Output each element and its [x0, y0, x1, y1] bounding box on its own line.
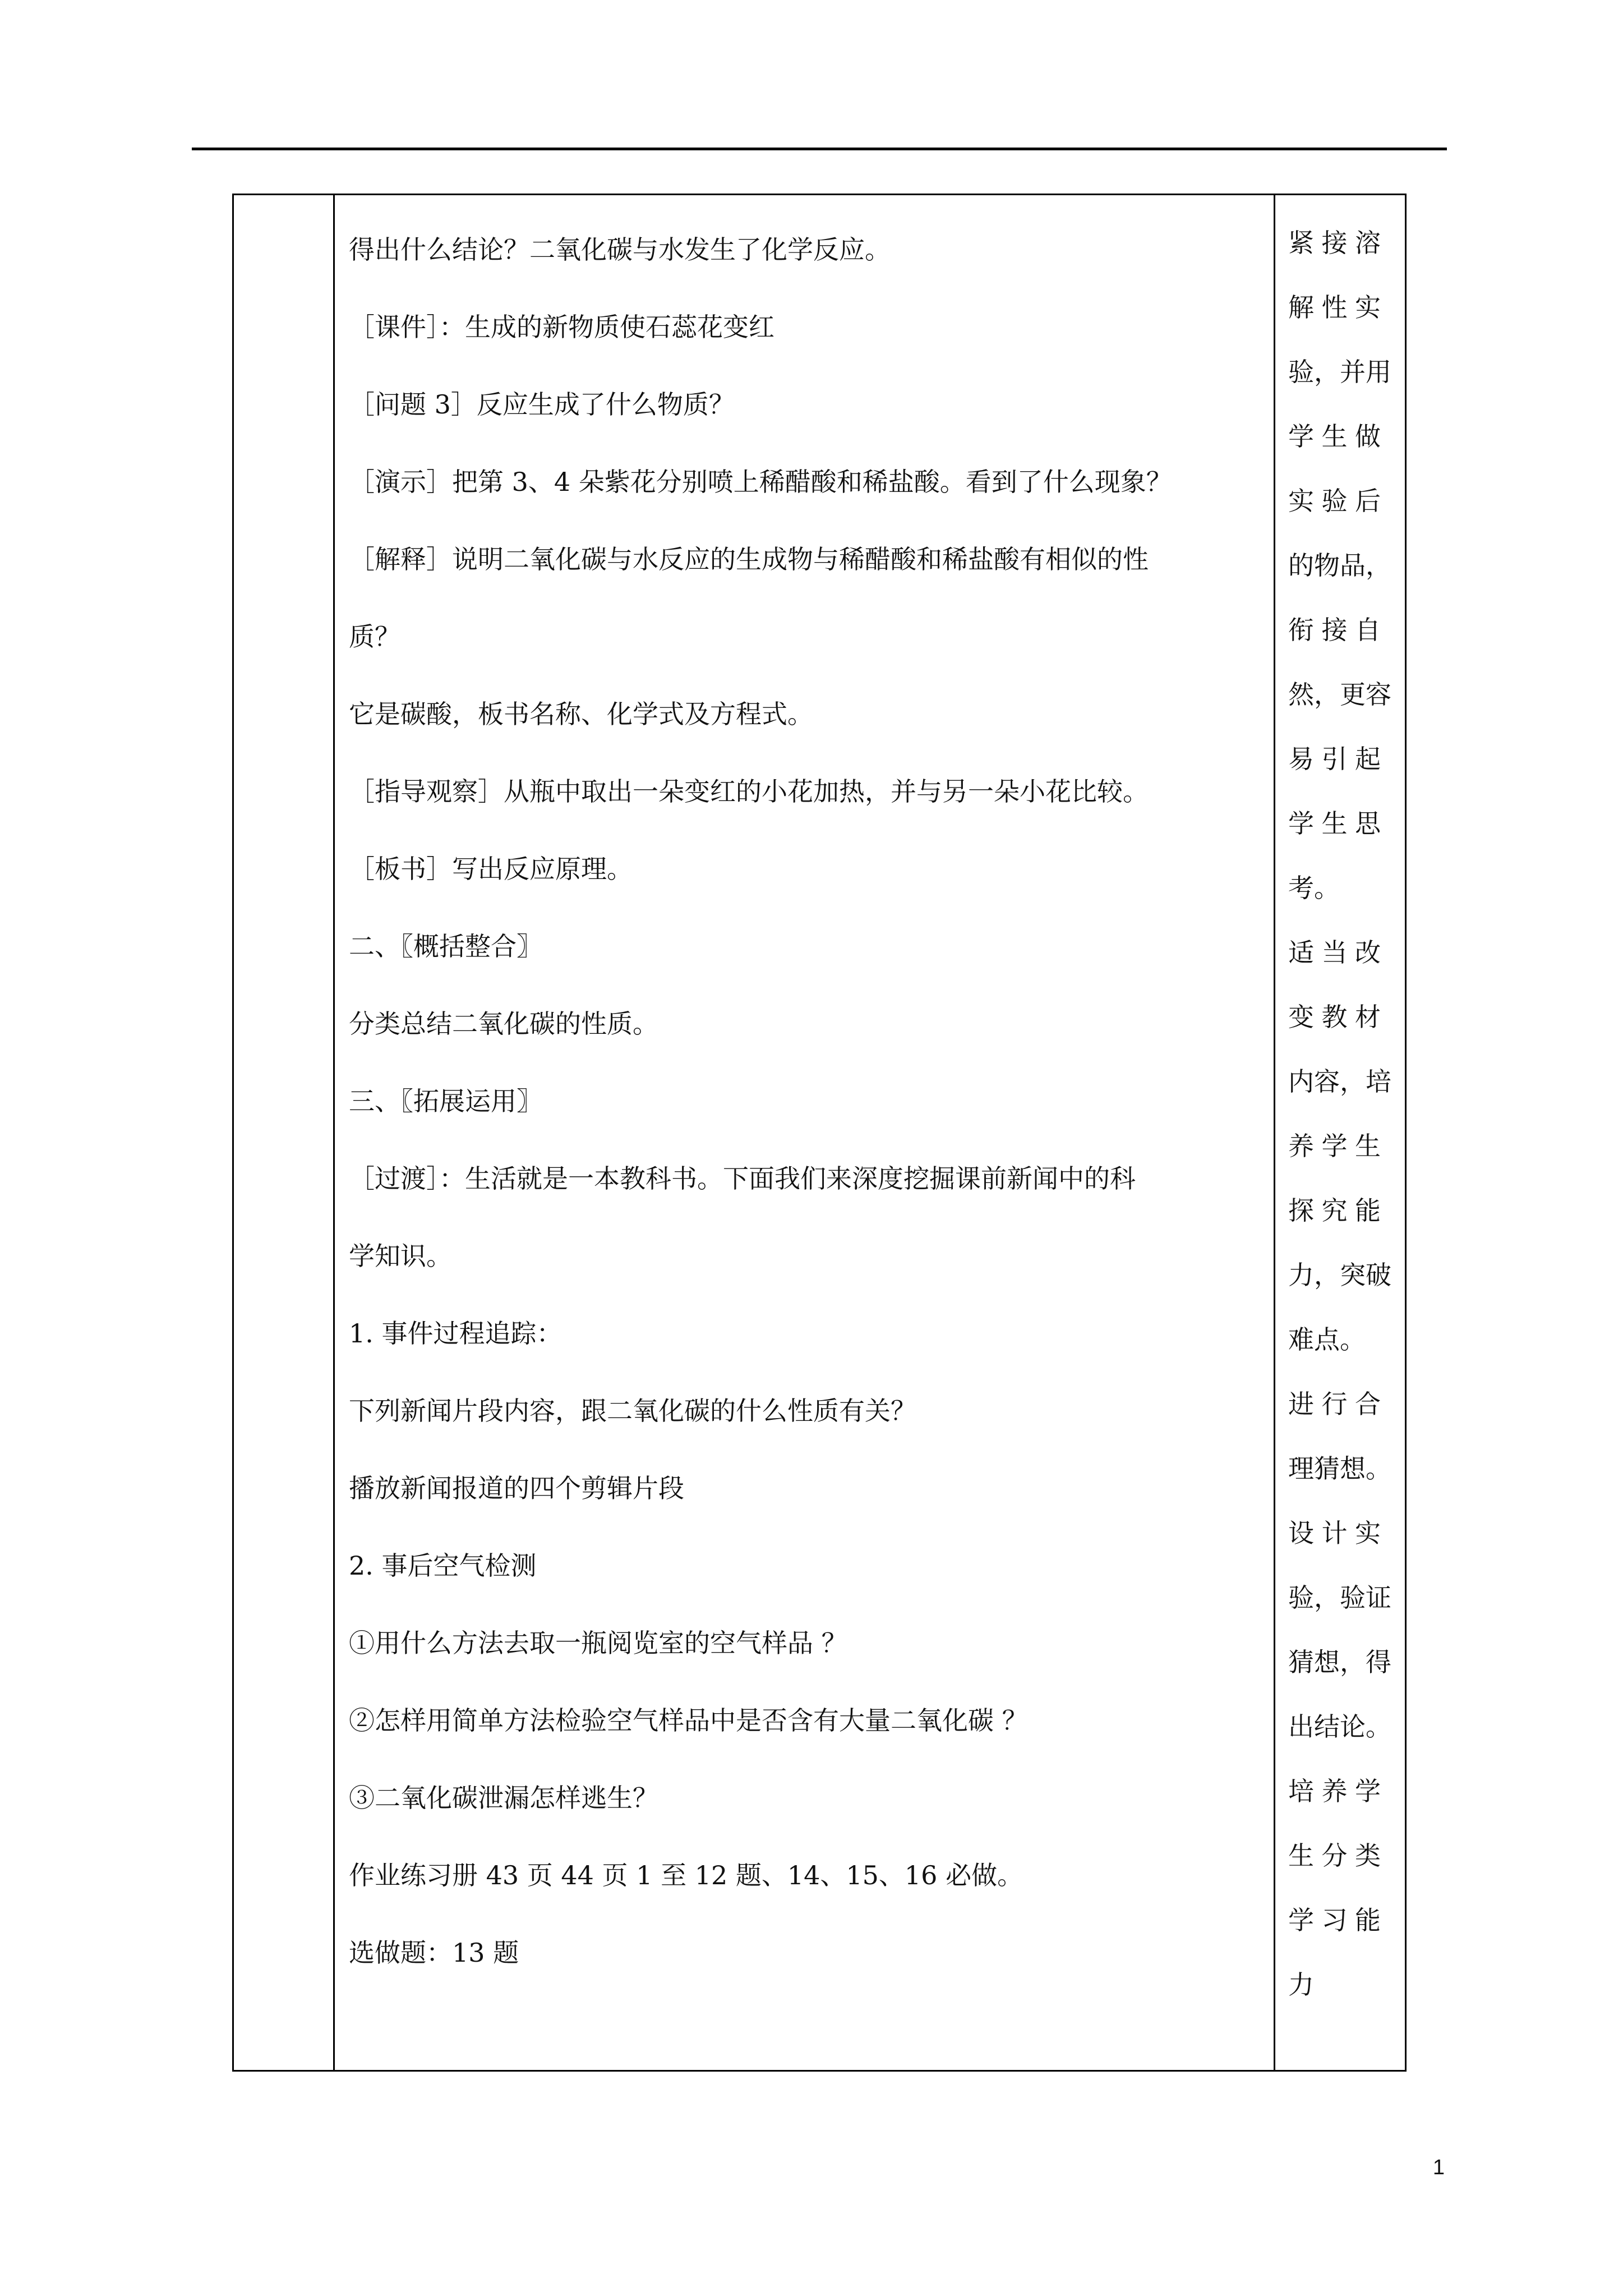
main-text-line: 三、〖拓展运用〗	[349, 1086, 542, 1116]
note-text-line: 内容，培	[1288, 1066, 1391, 1097]
note-text-line: 衔 接 自	[1288, 615, 1381, 645]
main-text-line: 下列新闻片段内容，跟二氧化碳的什么性质有关？	[349, 1396, 916, 1426]
main-text-line: 2. 事后空气检测	[349, 1550, 537, 1581]
note-text-line: 生 分 类	[1288, 1841, 1381, 1871]
teaching-process-column	[349, 195, 1256, 2070]
note-text-line: 力，突破	[1288, 1260, 1391, 1290]
note-text-line: 适 当 改	[1288, 937, 1381, 968]
main-text-line: ②怎样用简单方法检验空气样品中是否含有大量二氧化碳 ？	[349, 1705, 1028, 1736]
note-text-line: 验，验证	[1288, 1582, 1391, 1613]
lesson-table	[232, 194, 1407, 2072]
main-text-line: 1. 事件过程追踪：	[349, 1318, 562, 1349]
note-text-line: 理猜想。	[1288, 1453, 1391, 1484]
note-text-line: 养 学 生	[1288, 1131, 1381, 1161]
main-text-line: ［板书］写出反应原理。	[349, 854, 633, 884]
note-text-line: 学 生 思	[1288, 808, 1381, 839]
main-text-line: 播放新闻报道的四个剪辑片段	[349, 1473, 684, 1503]
column-divider-left	[333, 195, 335, 2070]
note-text-line: 力	[1288, 1970, 1314, 2000]
main-text-line: ［课件］：生成的新物质使石蕊花变红	[349, 312, 774, 342]
note-text-line: 学 生 做	[1288, 421, 1381, 452]
main-text-line: 它是碳酸，板书名称、化学式及方程式。	[349, 699, 813, 729]
main-text-line: 学知识。	[349, 1241, 452, 1271]
note-text-line: 出结论。	[1288, 1711, 1391, 1742]
page-number: 1	[1432, 2156, 1445, 2179]
main-text-line: 得出什么结论？二氧化碳与水发生了化学反应。	[349, 234, 891, 265]
note-text-line: 的物品，	[1288, 550, 1391, 581]
note-text-line: 培 养 学	[1288, 1776, 1381, 1806]
note-text-line: 验，并用	[1288, 357, 1391, 387]
note-text-line: 紧 接 溶	[1288, 228, 1381, 258]
main-text-line: 质？	[349, 622, 400, 652]
note-text-line: 探 究 能	[1288, 1195, 1381, 1226]
main-text-line: ［过渡］：生活就是一本教科书。下面我们来深度挖掘课前新闻中的科	[349, 1163, 1136, 1194]
note-text-line: 实 验 后	[1288, 486, 1381, 516]
note-text-line: 变 教 材	[1288, 1002, 1381, 1032]
note-text-line: 解 性 实	[1288, 292, 1381, 323]
main-text-line: ［问题 3］反应生成了什么物质？	[349, 389, 735, 420]
note-text-line: 进 行 合	[1288, 1389, 1381, 1419]
note-text-line: 考。	[1288, 873, 1340, 903]
note-text-line: 易 引 起	[1288, 744, 1381, 774]
main-text-line: ［指导观察］从瓶中取出一朵变红的小花加热，并与另一朵小花比较。	[349, 776, 1149, 807]
column-divider-right	[1274, 195, 1275, 2070]
note-text-line: 学 习 能	[1288, 1905, 1381, 1935]
header-rule	[192, 148, 1447, 150]
main-text-line: 二、〖概括整合〗	[349, 931, 542, 961]
main-text-line: 作业练习册 43 页 44 页 1 至 12 题、14、15、16 必做。	[349, 1860, 1023, 1890]
main-text-line: ①用什么方法去取一瓶阅览室的空气样品 ？	[349, 1628, 847, 1658]
main-text-line: 选做题：13 题	[349, 1938, 519, 1968]
main-text-line: ［解释］说明二氧化碳与水反应的生成物与稀醋酸和稀盐酸有相似的性	[349, 544, 1149, 574]
note-text-line: 设 计 实	[1288, 1518, 1381, 1548]
main-text-line: ［演示］把第 3、4 朵紫花分别喷上稀醋酸和稀盐酸。看到了什么现象？	[349, 467, 1172, 497]
note-text-line: 难点。	[1288, 1324, 1366, 1355]
main-text-line: 分类总结二氧化碳的性质。	[349, 1009, 658, 1039]
note-text-line: 猜想，得	[1288, 1647, 1391, 1677]
note-text-line: 然，更容	[1288, 679, 1391, 710]
main-text-line: ③二氧化碳泄漏怎样逃生？	[349, 1783, 658, 1813]
design-intent-column	[1288, 195, 1395, 2070]
